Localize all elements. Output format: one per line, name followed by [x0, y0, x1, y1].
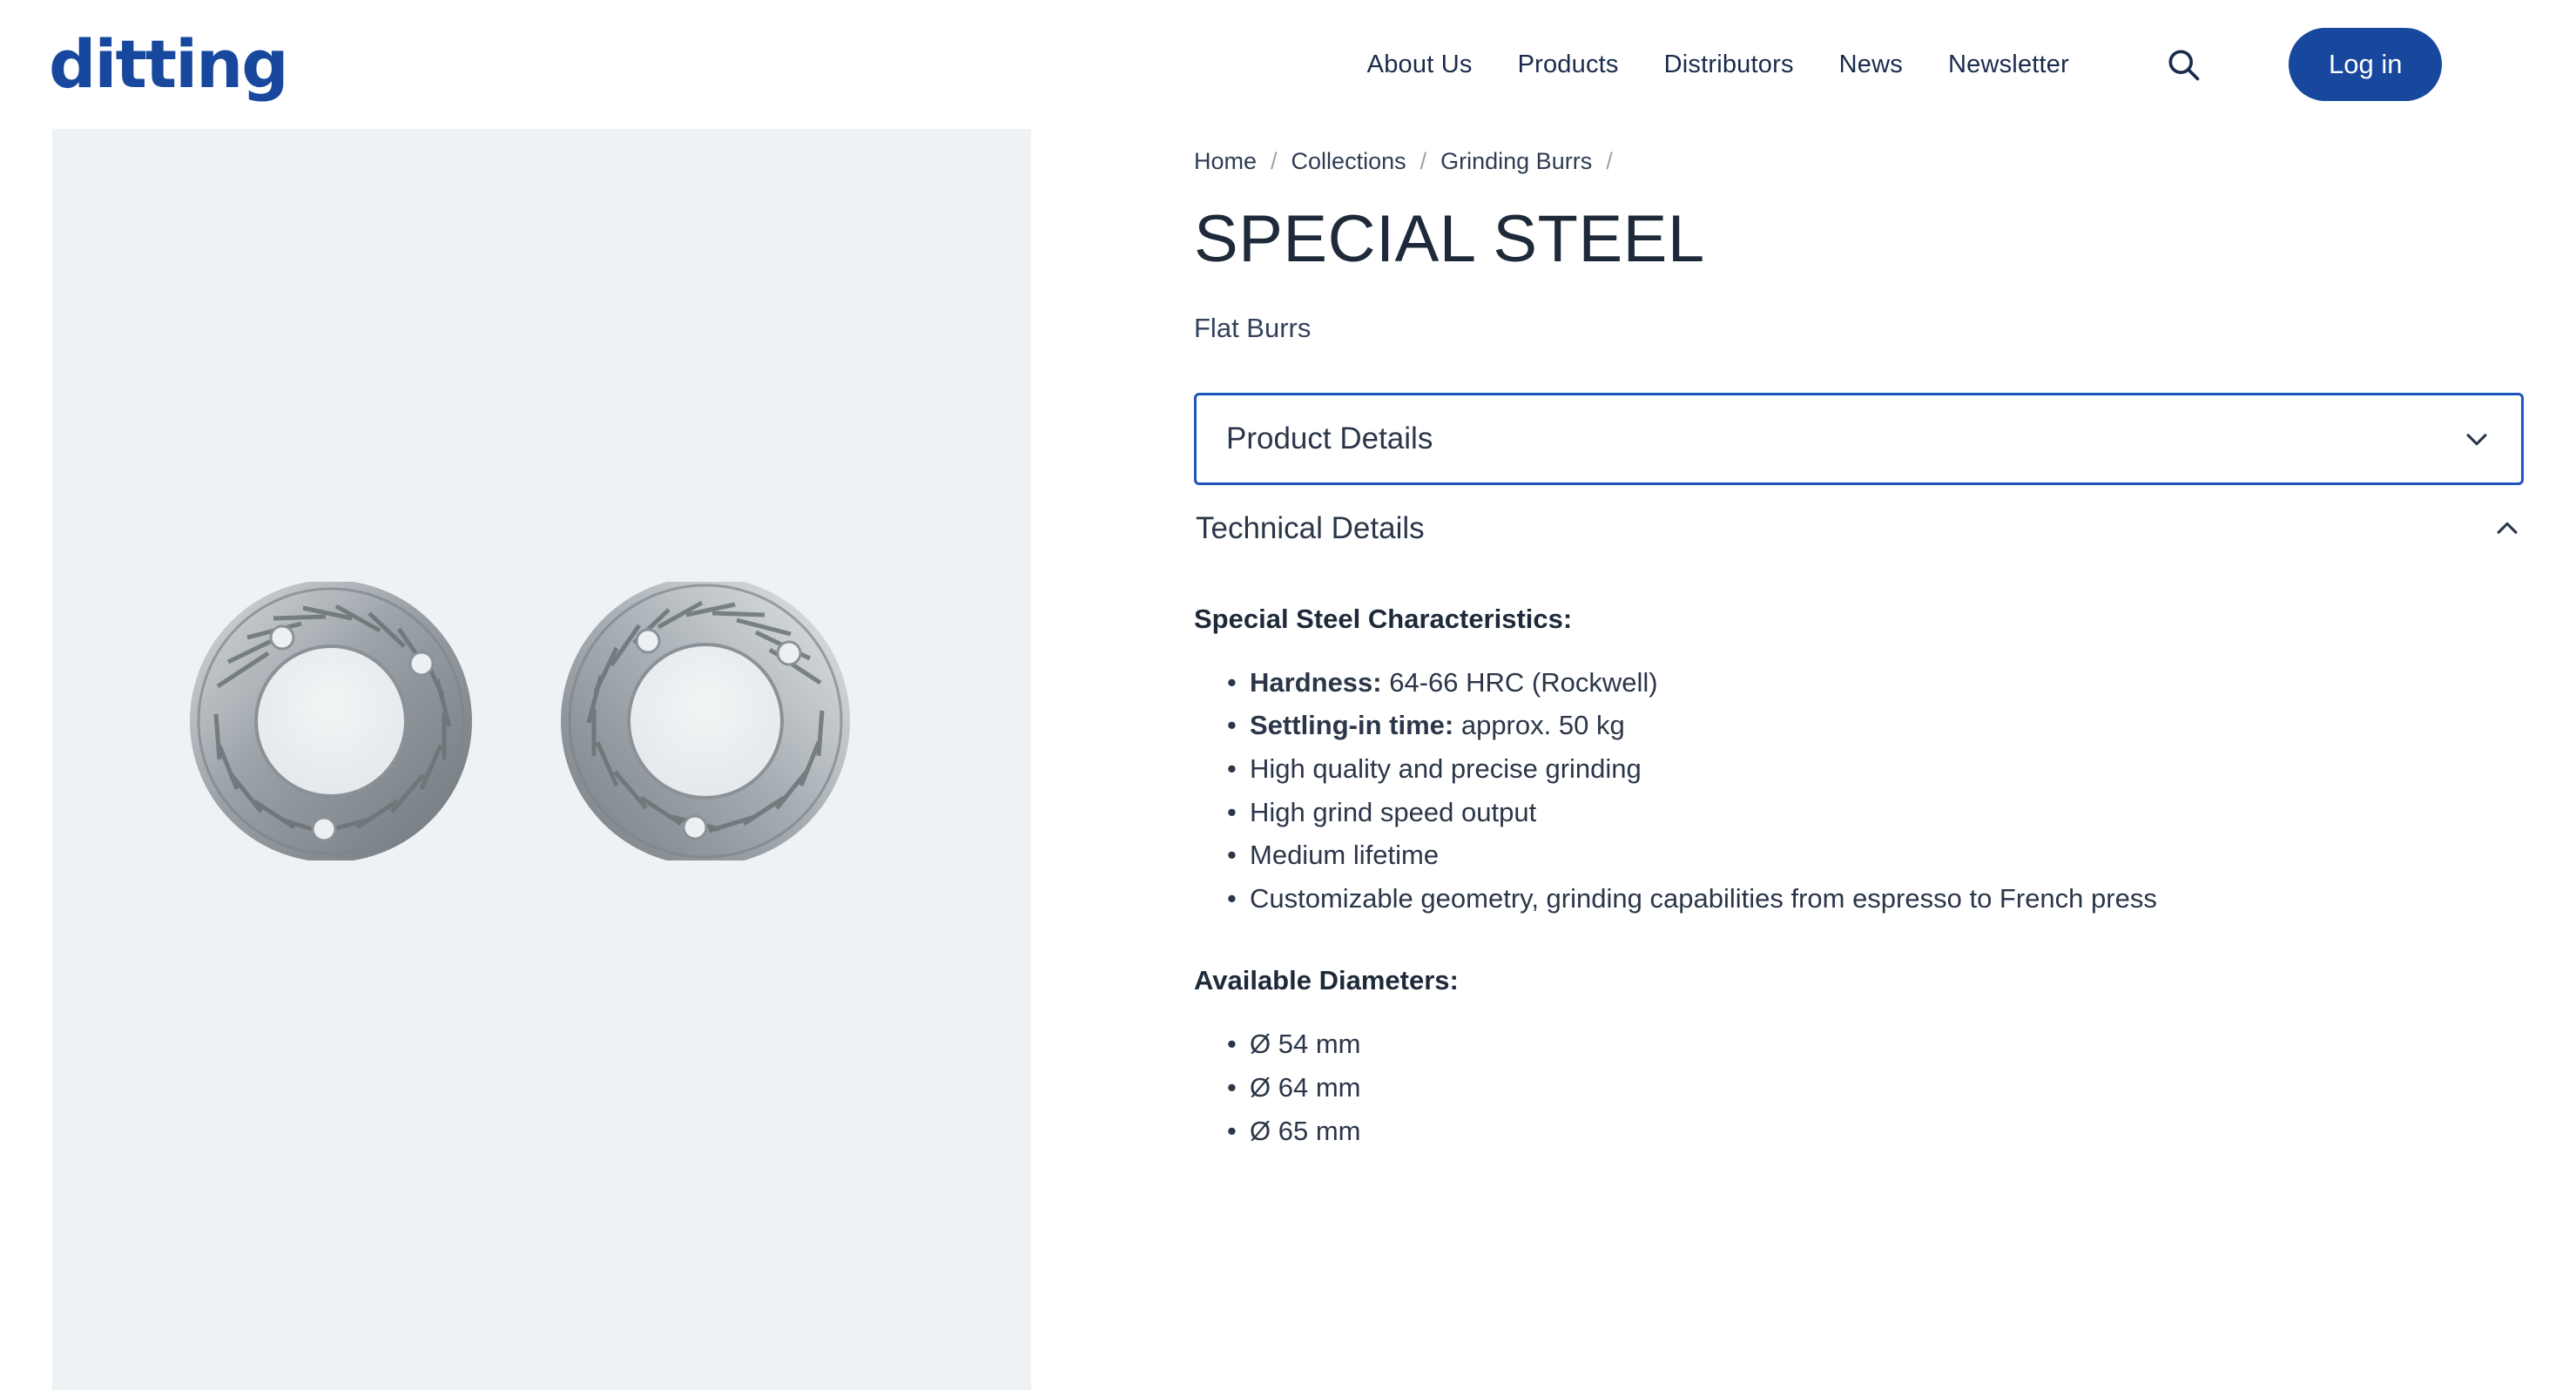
list-item [1227, 791, 2524, 834]
list-item-text: Ø 54 mm [1250, 1029, 1361, 1060]
breadcrumb-separator: / [1419, 148, 1427, 174]
product-accordion [1194, 393, 2524, 1152]
accordion-header-product-details[interactable] [1194, 393, 2524, 485]
nav-item-news[interactable]: News [1838, 50, 1903, 78]
list-item-text: Ø 64 mm [1250, 1071, 1361, 1103]
characteristics-list [1194, 661, 2524, 921]
main-navigation [1367, 28, 2443, 101]
nav-item-newsletter[interactable]: Newsletter [1947, 50, 2069, 78]
list-item-text: Customizable geometry, grinding capabilities from espresso to French press [1250, 882, 2157, 914]
accordion-label-product-details: Product Details [1226, 421, 1433, 455]
site-header [0, 0, 2576, 129]
nav-item-products[interactable]: Products [1517, 50, 1619, 78]
accordion-header-technical-details[interactable] [1194, 485, 2524, 572]
page-title: SPECIAL STEEL [1194, 202, 1705, 276]
product-image-flat-burrs [174, 582, 906, 860]
list-item-text: Medium lifetime [1250, 840, 1440, 871]
breadcrumb-item-grinding-burrs[interactable]: Grinding Burrs [1440, 148, 1593, 174]
breadcrumb-item-home[interactable]: Home [1194, 148, 1258, 174]
diameters-list [1194, 1022, 2524, 1152]
nav-item-distributors[interactable]: Distributors [1663, 50, 1794, 78]
list-item [1227, 704, 2524, 747]
characteristics-heading: Special Steel Characteristics: [1194, 603, 1573, 634]
breadcrumb-item-collections[interactable]: Collections [1291, 148, 1406, 174]
chevron-down-icon [2462, 424, 2492, 454]
accordion-label-technical-details: Technical Details [1196, 510, 1425, 545]
technical-details-body [1194, 572, 2524, 1152]
list-item [1227, 1022, 2524, 1066]
list-item-text: High grind speed output [1250, 796, 1537, 827]
search-icon-glyph [2164, 45, 2202, 84]
list-item-label: Settling-in time: [1250, 710, 1454, 741]
list-item [1227, 1110, 2524, 1153]
product-detail-panel [1031, 129, 2576, 1198]
breadcrumb-separator: / [1271, 148, 1278, 174]
list-item [1227, 1066, 2524, 1110]
chevron-up-icon [2492, 514, 2522, 543]
product-gallery[interactable] [52, 129, 1031, 1390]
list-item-label: Hardness: [1250, 666, 1382, 698]
page-content [0, 129, 2576, 1390]
list-item-text: High quality and precise grinding [1250, 752, 1642, 784]
list-item-text: approx. 50 kg [1453, 710, 1625, 741]
search-icon[interactable] [2163, 44, 2203, 84]
login-button[interactable]: Log in [2289, 28, 2442, 101]
product-subtitle: Flat Burrs [1194, 312, 1312, 343]
list-item [1227, 661, 2524, 705]
brand-logo[interactable]: ditting [49, 25, 287, 103]
list-item [1227, 747, 2524, 791]
list-item [1227, 877, 2524, 921]
breadcrumb-separator: / [1606, 148, 1613, 174]
list-item [1227, 833, 2524, 877]
nav-item-about-us[interactable]: About Us [1366, 50, 1473, 78]
list-item-text: 64-66 HRC (Rockwell) [1381, 666, 1658, 698]
list-item-text: Ø 65 mm [1250, 1115, 1361, 1146]
breadcrumb [1194, 148, 2524, 175]
diameters-heading: Available Diameters: [1194, 965, 1459, 996]
